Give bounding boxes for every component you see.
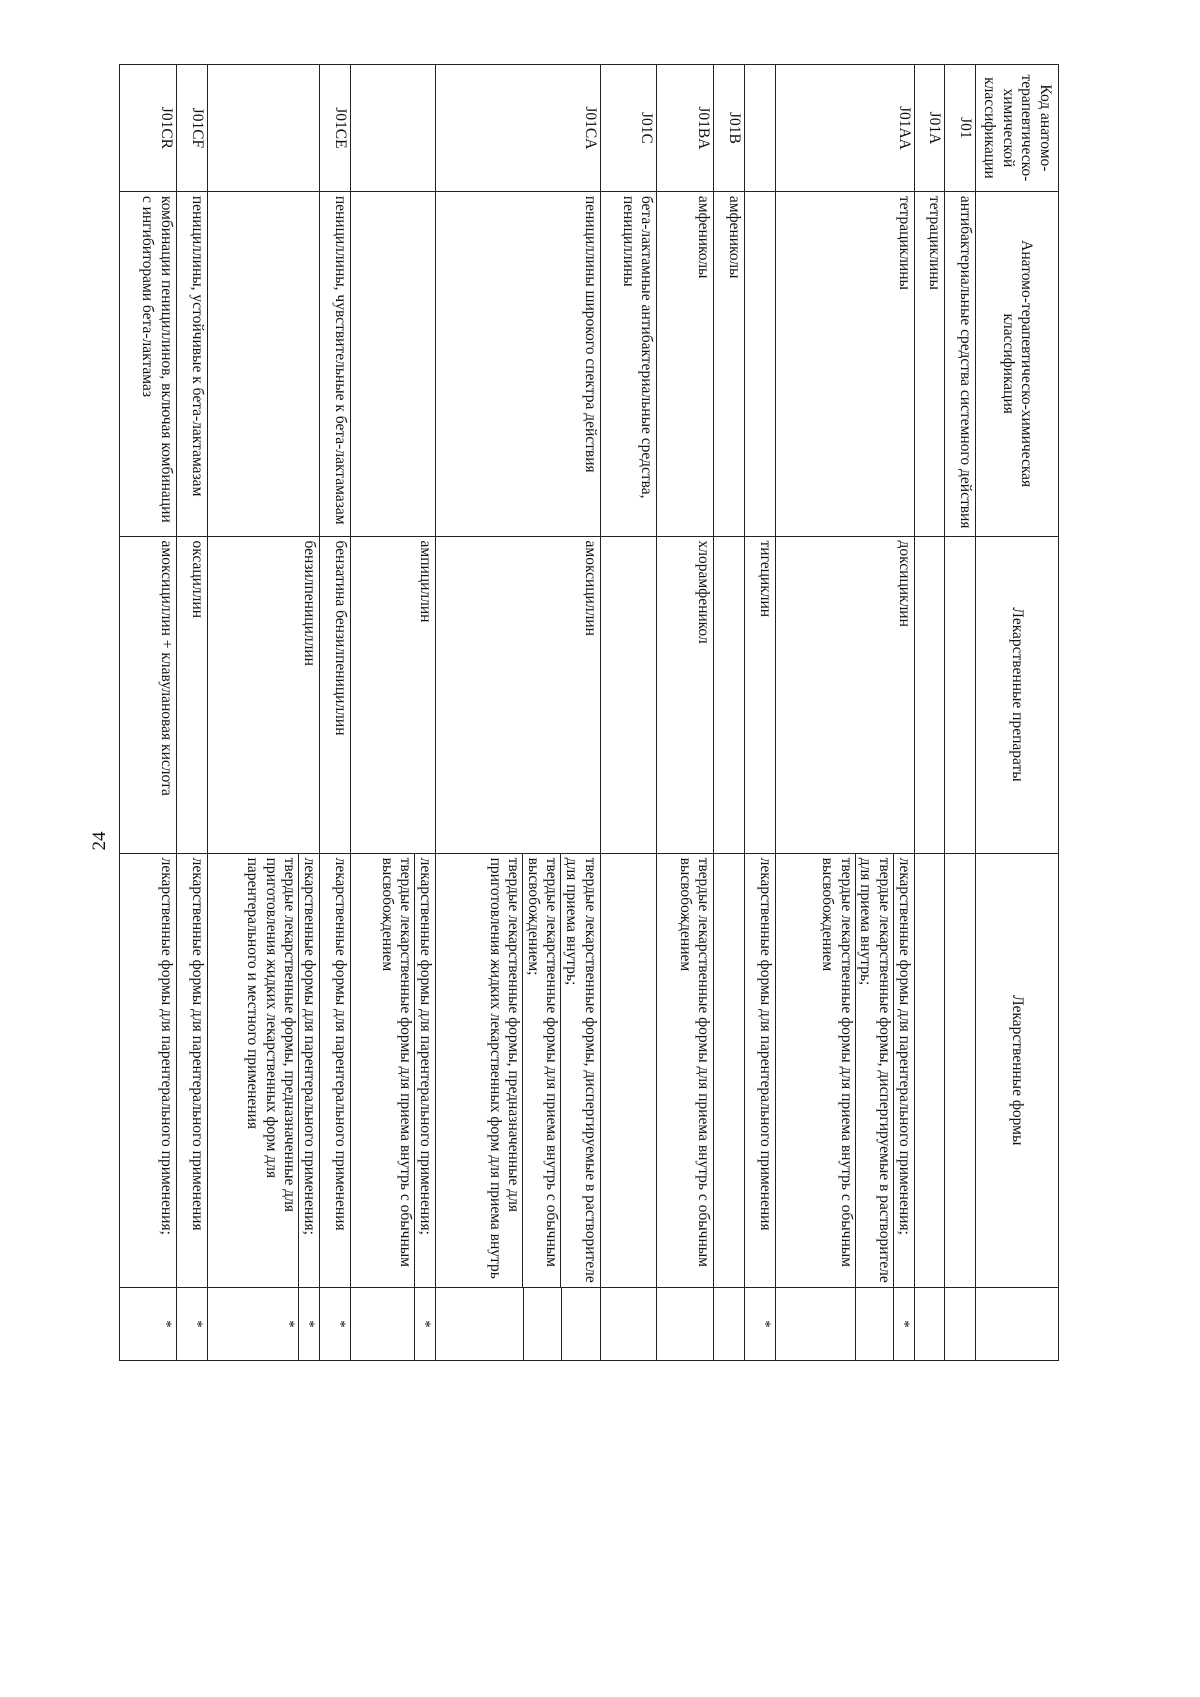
form-item: лекарственные формы для парентерального применения; xyxy=(157,857,175,1235)
form-item: твердые лекарственные формы, предназначенные для приготовления жидких лекарственных форм для приема внутрь xyxy=(485,854,523,1287)
form-item: твердые лекарственные формы для приема внутрь с обычным высвобождением; xyxy=(523,854,561,1287)
drug-cell: тигециклин xyxy=(744,536,775,853)
drug-table-container xyxy=(119,64,1059,1361)
form-item: твердые лекарственные формы, диспергируемые в растворителе для приема внутрь; xyxy=(856,854,894,1287)
table-row xyxy=(120,65,177,1361)
mark-cell xyxy=(914,1287,945,1360)
mark-cell xyxy=(775,1287,914,1360)
atc-name-cell: пенициллины широкого спектра действия xyxy=(435,191,600,536)
form-mark xyxy=(818,1288,856,1360)
forms-cell xyxy=(319,853,350,1287)
drug-cell xyxy=(914,536,945,853)
atc-code-cell: J01AA xyxy=(775,65,914,192)
table-row xyxy=(435,65,600,1361)
mark-cell xyxy=(945,1287,976,1360)
atc-name-cell: пенициллины, устойчивые к бета-лактамазам xyxy=(176,191,207,536)
form-item: лекарственные формы для парентерального применения xyxy=(189,857,207,1231)
forms-cell xyxy=(600,853,657,1287)
drug-table xyxy=(119,64,1059,1361)
drug-cell: доксициклин xyxy=(775,536,914,853)
mark-cell xyxy=(120,1287,177,1360)
atc-code-cell: J01CR xyxy=(120,65,177,192)
mark-cell xyxy=(600,1287,657,1360)
header-atc: Анатомо-терапевтическо-химическая классификация xyxy=(975,191,1058,536)
mark-cell xyxy=(657,1287,714,1360)
drug-cell: оксациллин xyxy=(176,536,207,853)
form-mark xyxy=(486,1288,524,1360)
form-item: лекарственные формы для парентерального применения xyxy=(756,857,774,1231)
mark-cell xyxy=(350,1287,435,1360)
atc-name-cell: тетрациклины xyxy=(775,191,914,536)
atc-name-cell: амфениколы xyxy=(714,191,745,536)
header-mark xyxy=(975,1287,1058,1360)
atc-name-cell: тетрациклины xyxy=(914,191,945,536)
forms-cell xyxy=(775,853,914,1287)
form-item: лекарственные формы для парентерального применения; xyxy=(300,857,318,1235)
page-number: 24 xyxy=(89,831,110,851)
forms-cell xyxy=(176,853,207,1287)
header-drugs: Лекарственные препараты xyxy=(975,536,1058,853)
table-row xyxy=(208,65,320,1361)
mark-cell xyxy=(435,1287,600,1360)
form-mark: * xyxy=(157,1320,174,1328)
drug-cell: ампициллин xyxy=(350,536,435,853)
table-header-row xyxy=(975,65,1058,1361)
form-mark xyxy=(675,1288,712,1360)
table-row xyxy=(600,65,657,1361)
table-row xyxy=(775,65,914,1361)
forms-cell xyxy=(657,853,714,1287)
forms-cell xyxy=(914,853,945,1287)
mark-cell xyxy=(744,1287,775,1360)
forms-cell xyxy=(435,853,600,1287)
atc-name-cell xyxy=(208,191,320,536)
drug-cell xyxy=(714,536,745,853)
form-item: твердые лекарственные формы, предназначенные для приготовления жидких лекарственных форм для парентерального и местного применения xyxy=(242,854,299,1287)
table-row xyxy=(914,65,945,1361)
atc-code-cell xyxy=(350,65,435,192)
form-mark: * xyxy=(242,1288,299,1360)
form-item: твердые лекарственные формы для приема внутрь с обычным высвобождением xyxy=(377,854,415,1287)
drug-cell: амоксициллин + клавулановая кислота xyxy=(120,536,177,853)
form-mark: * xyxy=(189,1320,206,1328)
atc-name-cell: антибактериальные средства системного действия xyxy=(945,191,976,536)
form-item: лекарственные формы для парентерального применения xyxy=(331,857,349,1231)
atc-name-cell: амфениколы xyxy=(657,191,714,536)
forms-cell xyxy=(120,853,177,1287)
atc-code-cell: J01BA xyxy=(657,65,714,192)
drug-cell: бензилпенициллин xyxy=(208,536,320,853)
mark-cell xyxy=(208,1287,320,1360)
form-mark: * xyxy=(331,1320,348,1328)
header-forms: Лекарственные формы xyxy=(975,853,1058,1287)
atc-name-cell: бета-лактамные антибактериальные средства, пенициллины xyxy=(600,191,657,536)
atc-code-cell: J01C xyxy=(600,65,657,192)
forms-cell xyxy=(208,853,320,1287)
atc-code-cell: J01CE xyxy=(319,65,350,192)
mark-cell xyxy=(176,1287,207,1360)
atc-name-cell xyxy=(350,191,435,536)
table-row xyxy=(176,65,207,1361)
mark-cell xyxy=(319,1287,350,1360)
atc-code-cell xyxy=(744,65,775,192)
atc-code-cell: J01 xyxy=(945,65,976,192)
table-body xyxy=(120,65,976,1361)
header-code: Код анатомо-терапевтическо-химической классификации xyxy=(975,65,1058,192)
atc-code-cell: J01A xyxy=(914,65,945,192)
form-mark: * xyxy=(756,1320,773,1328)
table-row xyxy=(744,65,775,1361)
drug-cell: хлорамфеникол xyxy=(657,536,714,853)
drug-cell: амоксициллин xyxy=(435,536,600,853)
table-row xyxy=(657,65,714,1361)
form-mark xyxy=(524,1288,562,1360)
form-item: твердые лекарственные формы, диспергируемые в растворителе для приема внутрь; xyxy=(563,857,599,1283)
form-mark xyxy=(377,1288,415,1360)
atc-code-cell: J01CA xyxy=(435,65,600,192)
form-mark: * xyxy=(300,1320,317,1328)
form-item: лекарственные формы для парентерального применения; xyxy=(895,857,913,1235)
mark-cell xyxy=(714,1287,745,1360)
table-row xyxy=(945,65,976,1361)
forms-cell xyxy=(350,853,435,1287)
drug-cell xyxy=(600,536,657,853)
forms-cell xyxy=(744,853,775,1287)
form-mark xyxy=(562,1288,599,1360)
atc-name-cell: пенициллины, чувствительные к бета-лактамазам xyxy=(319,191,350,536)
form-item: твердые лекарственные формы для приема внутрь с обычным высвобождением xyxy=(676,857,713,1267)
forms-cell xyxy=(945,853,976,1287)
form-item: твердые лекарственные формы для приема внутрь с обычным высвобождением xyxy=(818,854,856,1287)
form-mark: * xyxy=(895,1320,912,1328)
atc-code-cell: J01CF xyxy=(176,65,207,192)
atc-code-cell: J01B xyxy=(714,65,745,192)
atc-name-cell: комбинации пенициллинов, включая комбинации с ингибиторами бета-лактамаз xyxy=(120,191,177,536)
atc-name-cell xyxy=(744,191,775,536)
atc-code-cell xyxy=(208,65,320,192)
table-row xyxy=(714,65,745,1361)
form-mark: * xyxy=(416,1320,433,1328)
form-item: лекарственные формы для парентерального применения; xyxy=(416,857,434,1235)
forms-cell xyxy=(714,853,745,1287)
table-row xyxy=(319,65,350,1361)
drug-cell xyxy=(945,536,976,853)
table-row xyxy=(350,65,435,1361)
drug-cell: бензатина бензилпенициллин xyxy=(319,536,350,853)
form-mark xyxy=(856,1288,894,1360)
